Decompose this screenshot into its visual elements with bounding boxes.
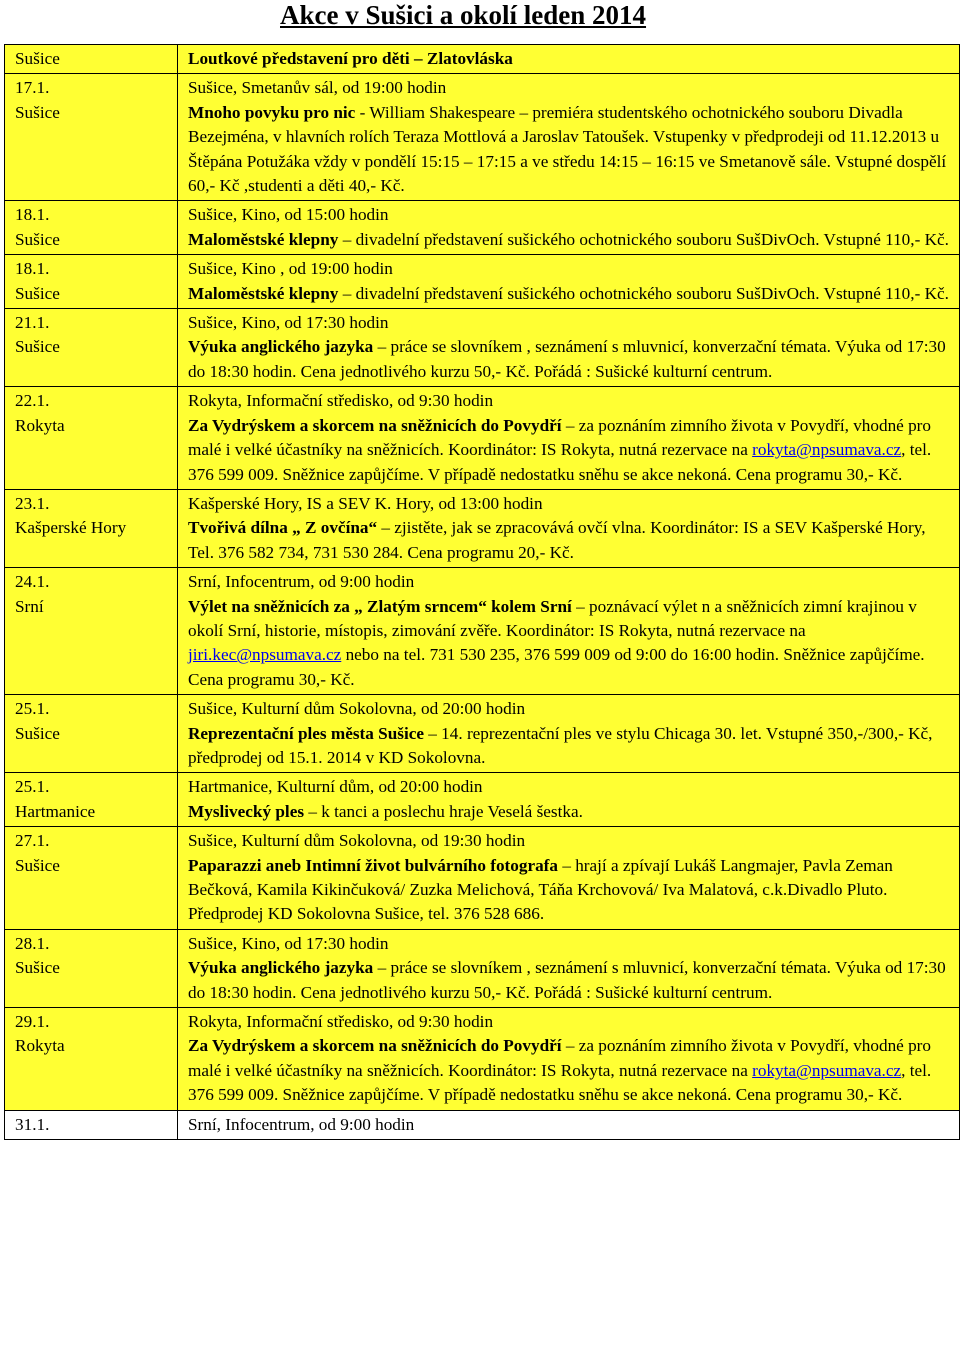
event-description-cell xyxy=(178,773,960,827)
event-date-cell xyxy=(5,45,178,74)
event-venue xyxy=(188,257,949,281)
event-venue xyxy=(188,389,949,413)
event-date: 27.1. xyxy=(15,831,50,851)
event-description xyxy=(188,854,949,927)
event-date: 22.1. xyxy=(15,391,50,411)
event-description xyxy=(188,335,949,384)
event-row-last xyxy=(5,1110,960,1139)
event-text: Rokyta, Informační středisko, od 9:30 hodin xyxy=(188,1012,494,1032)
event-text: – za poznáním zimního života v Povydří, vhodné pro malé i velké účastníky na sněžnicích. Koordinátor: IS Rokyta, nutná rezervace na xyxy=(188,1036,932,1080)
event-text: Sušice, Kulturní dům Sokolovna, od 19:30 hodin xyxy=(188,831,526,851)
event-date: 18.1. xyxy=(15,205,50,225)
event-text: – divadelní představení sušického ochotnického souboru SušDivOch. Vstupné 110,- Kč. xyxy=(338,283,949,303)
event-venue xyxy=(188,492,949,516)
event-text: Kašperské Hory, IS a SEV K. Hory, od 13:00 hodin xyxy=(188,493,543,513)
event-text: – práce se slovníkem , seznámení s mluvnicí, konverzační témata. Výuka od 17:30 do 18:30 hodin. Cena jednotlivého kurzu 50,- Kč. Pořádá : Sušické kulturní centrum. xyxy=(188,958,946,1002)
page-title-bar xyxy=(0,0,960,38)
event-row xyxy=(5,773,960,827)
event-description xyxy=(188,1034,949,1107)
event-date-cell xyxy=(5,773,178,827)
event-text: – hrají a zpívají Lukáš Langmajer, Pavla Zeman Bečková, Kamila Kikinčuková/ Zuzka Melichová, Táňa Krchovová/ Iva Malatová, c.k.Divadlo Pluto. Předprodej KD Sokolovna Sušice, tel. 376 528 686. xyxy=(188,855,893,924)
event-venue: Srní, Infocentrum, od 9:00 hodin xyxy=(178,1110,960,1139)
event-description-cell xyxy=(178,827,960,930)
event-text: Sušice, Kino , od 19:00 hodin xyxy=(188,259,393,279)
event-date: 29.1. xyxy=(15,1012,50,1032)
page-title: Akce v Sušici a okolí leden 2014 xyxy=(280,0,647,30)
event-row xyxy=(5,489,960,567)
event-description xyxy=(188,956,949,1005)
email-link[interactable]: rokyta@npsumava.cz xyxy=(752,1060,902,1080)
event-date: 18.1. xyxy=(15,259,50,279)
event-row xyxy=(5,1008,960,1111)
event-date-cell xyxy=(5,695,178,773)
event-text: Sušice, Kulturní dům Sokolovna, od 20:00 hodin xyxy=(188,699,526,719)
event-date: 24.1. xyxy=(15,572,50,592)
event-row xyxy=(5,309,960,387)
event-text: nebo na tel. 731 530 235, 376 599 009 od 9:00 do 16:00 hodin. Sněžnice zapůjčíme. Cena programu 30,- Kč. xyxy=(188,645,925,689)
event-place: Kašperské Hory xyxy=(15,518,127,538)
event-description-cell xyxy=(178,1008,960,1111)
event-text: – k tanci a poslechu hraje Veselá šestka. xyxy=(304,801,583,821)
event-place: Hartmanice xyxy=(15,801,96,821)
event-date-cell xyxy=(5,74,178,201)
event-row xyxy=(5,568,960,695)
event-description xyxy=(188,595,949,693)
event-text: – zjistěte, jak se zpracovává ovčí vlna. Koordinátor: IS a SEV Kašperské Hory, Tel. 376 582 734, 731 530 284. Cena programu 20,- Kč. xyxy=(188,518,926,562)
event-date: 25.1. xyxy=(15,699,50,719)
event-text: – za poznáním zimního života v Povydří, vhodné pro malé i velké účastníky na sněžnicích. Koordinátor: IS Rokyta, nutná rezervace na xyxy=(188,415,932,460)
event-date-cell xyxy=(5,255,178,309)
event-date: 31.1. xyxy=(5,1110,178,1139)
event-venue xyxy=(188,775,949,799)
event-date: 25.1. xyxy=(15,777,50,797)
event-name: Výuka anglického jazyka xyxy=(188,337,374,357)
event-date-cell xyxy=(5,387,178,490)
event-text: – práce se slovníkem , seznámení s mluvnicí, konverzační témata. Výuka od 17:30 do 18:30 hodin. Cena jednotlivého kurzu 50,- Kč. Pořádá : Sušické kulturní centrum. xyxy=(188,337,946,381)
event-text: William Shakespeare – premiéra studentského ochotnického souboru Divadla Bezejména, v hlavních rolích Teraza Mottlová a Jaroslav Tatoušek. Vstupenky v předprodeji od 11.12.2013 u Štěpána Potužáka vždy v pondělí 15:15 – 17:15 a ve středu 14:15 – 16:15 ve Smetanově sále. Vstupné dospělí 60,- Kč ,studenti a děti 40,- Kč. xyxy=(188,102,947,196)
event-date: 21.1. xyxy=(15,313,50,333)
event-name: Paparazzi aneb Intimní život bulvárního fotografa xyxy=(188,855,559,875)
event-date-cell xyxy=(5,201,178,255)
event-place: Sušice xyxy=(15,958,60,978)
event-text: – 14. reprezentační ples ve stylu Chicaga 30. let. Vstupné 350,-/300,- Kč, předprodej od 15.1. 2014 v KD Sokolovna. xyxy=(188,723,933,767)
event-venue xyxy=(188,570,949,594)
event-text: Sušice, Kino, od 17:30 hodin xyxy=(188,933,389,953)
event-date-cell xyxy=(5,929,178,1007)
event-text: Sušice, Kino, od 15:00 hodin xyxy=(188,205,389,225)
event-date-cell xyxy=(5,309,178,387)
event-text: , tel. 376 599 009. Sněžnice zapůjčíme. V případě nedostatku sněhu se akce nekoná. Cena programu 30,- Kč. xyxy=(188,440,932,484)
event-date-cell xyxy=(5,1008,178,1111)
email-link[interactable]: jiri.kec@npsumava.cz xyxy=(188,645,342,665)
event-name: Výlet na sněžnicích za „ Zlatým srncem“ kolem Srní xyxy=(188,596,572,616)
event-description-cell xyxy=(178,201,960,255)
event-name: Maloměstské klepny xyxy=(188,283,339,303)
event-row xyxy=(5,695,960,773)
event-place: Sušice xyxy=(15,49,60,68)
event-row xyxy=(5,255,960,309)
event-name: Loutkové představení pro děti – Zlatovláska xyxy=(188,49,513,68)
event-text: Hartmanice, Kulturní dům, od 20:00 hodin xyxy=(188,777,483,797)
event-place: Sušice xyxy=(15,102,60,122)
event-row xyxy=(5,827,960,930)
event-name: Tvořivá dílna „ Z ovčína“ xyxy=(188,518,378,538)
event-venue xyxy=(188,203,949,227)
event-venue xyxy=(188,829,949,853)
event-name: Maloměstské klepny xyxy=(188,229,339,249)
event-venue xyxy=(188,932,949,956)
event-description xyxy=(188,722,949,771)
event-description xyxy=(188,101,949,199)
event-description-cell xyxy=(178,45,960,74)
event-text: , tel. 376 599 009. Sněžnice zapůjčíme. V případě nedostatku sněhu se akce nekoná. Cena programu 30,- Kč. xyxy=(188,1060,932,1105)
event-row xyxy=(5,929,960,1007)
event-row xyxy=(5,45,960,74)
event-description-cell xyxy=(178,255,960,309)
event-date-cell xyxy=(5,568,178,695)
event-text: – divadelní představení sušického ochotnického souboru SušDivOch. Vstupné 110,- Kč. xyxy=(338,229,949,249)
event-row xyxy=(5,387,960,490)
event-description-cell xyxy=(178,309,960,387)
event-text: – poznávací výlet n a sněžnicích zimní krajinou v okolí Srní, historie, místopis, zimování zvěře. Koordinátor: IS Rokyta, nutná rezervace na xyxy=(188,596,917,640)
event-venue xyxy=(188,47,949,71)
event-description xyxy=(188,414,949,487)
event-date-cell xyxy=(5,489,178,567)
event-description-cell xyxy=(178,929,960,1007)
event-description-cell xyxy=(178,568,960,695)
event-place: Sušice xyxy=(15,229,60,249)
event-description xyxy=(188,228,949,252)
event-date-cell xyxy=(5,827,178,930)
event-date: 23.1. xyxy=(15,493,50,513)
event-row xyxy=(5,74,960,201)
event-text: - xyxy=(355,102,370,122)
event-place: Sušice xyxy=(15,337,60,357)
event-description-cell xyxy=(178,489,960,567)
event-text: Srní, Infocentrum, od 9:00 hodin xyxy=(188,572,415,592)
email-link[interactable]: rokyta@npsumava.cz xyxy=(752,440,902,460)
event-name: Za Vydrýskem a skorcem na sněžnicích do Povydří xyxy=(188,415,562,435)
event-place: Sušice xyxy=(15,723,60,743)
event-date: 28.1. xyxy=(15,933,50,953)
event-venue xyxy=(188,697,949,721)
event-venue xyxy=(188,1010,949,1034)
event-name: Mnoho povyku pro nic xyxy=(188,102,356,122)
event-description-cell xyxy=(178,695,960,773)
event-place: Sušice xyxy=(15,855,60,875)
event-description xyxy=(188,282,949,306)
event-place: Srní xyxy=(15,596,44,616)
event-place: Sušice xyxy=(15,283,60,303)
event-venue xyxy=(188,76,949,100)
event-description xyxy=(188,800,949,824)
event-text: Sušice, Smetanův sál, od 19:00 hodin xyxy=(188,78,447,98)
event-description-cell xyxy=(178,387,960,490)
event-row xyxy=(5,201,960,255)
event-place: Rokyta xyxy=(15,1036,65,1056)
event-name: Myslivecký ples xyxy=(188,801,305,821)
event-venue xyxy=(188,311,949,335)
event-text: Rokyta, Informační středisko, od 9:30 hodin xyxy=(188,391,494,411)
event-description-cell xyxy=(178,74,960,201)
event-name: Reprezentační ples města Sušice xyxy=(188,723,424,743)
event-name: Výuka anglického jazyka xyxy=(188,958,374,978)
event-date: 17.1. xyxy=(15,78,50,98)
event-description xyxy=(188,516,949,565)
event-name: Za Vydrýskem a skorcem na sněžnicích do Povydří xyxy=(188,1036,562,1056)
events-table xyxy=(4,44,960,1140)
event-place: Rokyta xyxy=(15,415,65,435)
event-text: Sušice, Kino, od 17:30 hodin xyxy=(188,313,389,333)
